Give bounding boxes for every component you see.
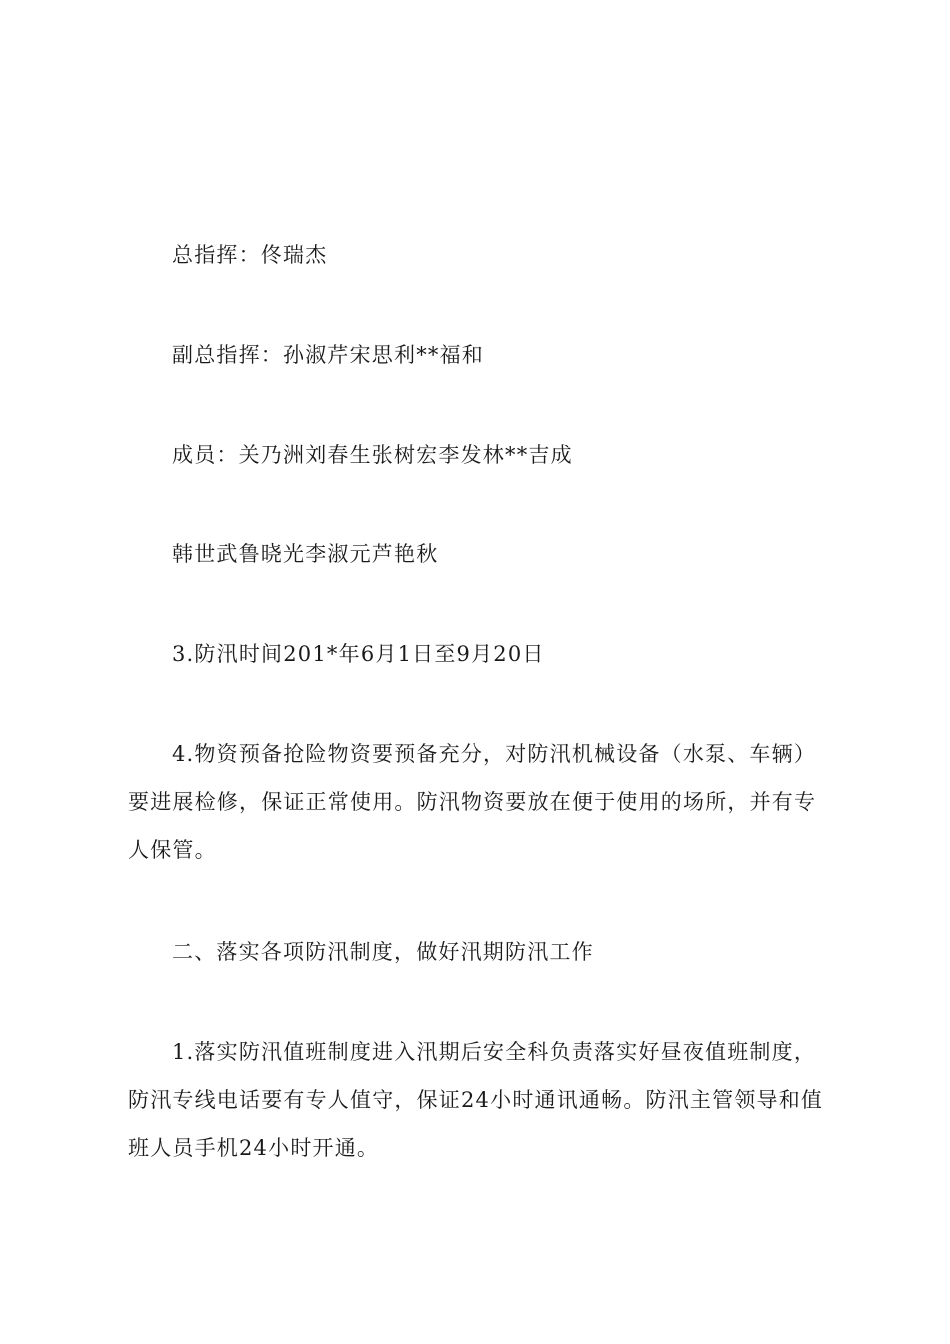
materials-paragraph: 4.物资预备抢险物资要预备充分，对防汛机械设备（水泵、车辆）要进展检修，保证正常使用。防汛物资要放在便于使用的场所，并有专人保管。 [128, 742, 817, 862]
flood-period-paragraph: 3.防汛时间201*年6月1日至9月20日 [172, 642, 545, 666]
members-continued-line: 韩世武鲁晓光李淑元芦艳秋 [172, 542, 439, 566]
section-two-heading: 二、落实各项防汛制度，做好汛期防汛工作 [172, 940, 594, 964]
commander-line: 总指挥：佟瑞杰 [172, 243, 328, 267]
deputy-commander-line: 副总指挥：孙淑芹宋思利**福和 [172, 343, 484, 367]
duty-system-paragraph: 1.落实防汛值班制度进入汛期后安全科负责落实好昼夜值班制度，防汛专线电话要有专人值守，保证24小时通讯通畅。防汛主管领导和值班人员手机24小时开通。 [128, 1040, 824, 1160]
members-line: 成员：关乃洲刘春生张树宏李发林**吉成 [172, 443, 573, 467]
